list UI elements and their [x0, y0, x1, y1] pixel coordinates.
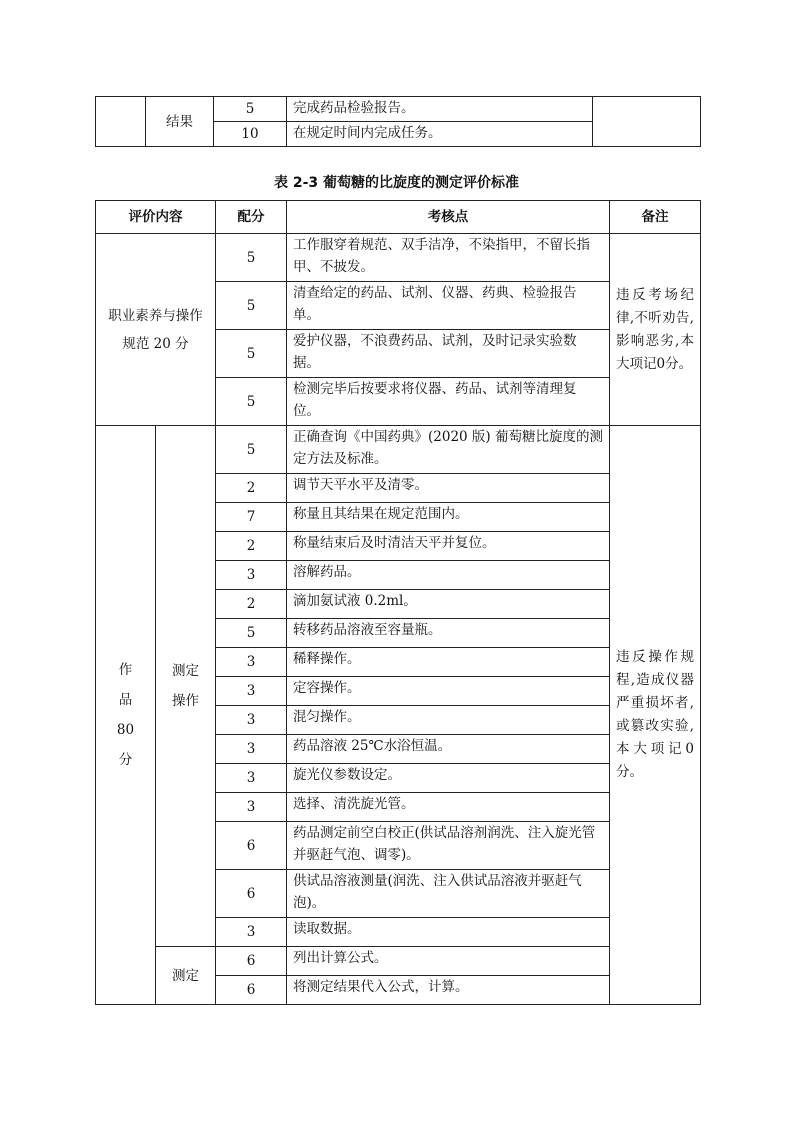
point-cell: 旋光仪参数设定。 [287, 764, 610, 793]
point-cell: 转移药品溶液至容量瓶。 [287, 619, 610, 648]
header-remark: 备注 [610, 201, 701, 234]
score-cell: 5 [216, 234, 287, 282]
point-cell: 清查给定的药品、试剂、仪器、药典、检验报告单。 [287, 282, 610, 330]
section1-remark: 违反考场纪律,不听劝告,影响恶劣,本大项记0分。 [610, 234, 701, 426]
score-cell: 3 [216, 706, 287, 735]
result-category: 结果 [146, 97, 214, 147]
point-cell: 药品测定前空白校正(供试品溶剂润洗、注入旋光管并驱赶气泡、调零)。 [287, 822, 610, 870]
sub1-label [156, 426, 216, 947]
remark-cell [593, 97, 701, 147]
section2-remark: 违反操作规程,造成仪器严重损坏者,或篡改实验,本大项记0分。 [610, 426, 701, 1005]
point-cell: 选择、清洗旋光管。 [287, 793, 610, 822]
point-cell: 爱护仪器，不浪费药品、试剂，及时记录实验数据。 [287, 330, 610, 378]
point-cell: 称量且其结果在规定范围内。 [287, 503, 610, 532]
header-content: 评价内容 [96, 201, 216, 234]
score-cell: 5 [216, 619, 287, 648]
point-cell: 完成药品检验报告。 [287, 97, 593, 122]
score-cell: 3 [216, 793, 287, 822]
section2-label-line: 80 [116, 722, 135, 738]
continued-table [95, 96, 701, 147]
score-cell: 2 [216, 532, 287, 561]
section2-label [96, 426, 156, 1005]
score-cell: 2 [216, 590, 287, 619]
score-cell: 3 [216, 918, 287, 947]
sub1-label-line: 测定 [172, 663, 199, 679]
point-cell: 稀释操作。 [287, 648, 610, 677]
score-cell: 5 [216, 378, 287, 426]
score-cell: 6 [216, 870, 287, 918]
score-cell: 3 [216, 735, 287, 764]
point-cell: 在规定时间内完成任务。 [287, 122, 593, 147]
score-cell: 6 [216, 947, 287, 976]
point-cell: 调节天平水平及清零。 [287, 474, 610, 503]
section2-label-line: 作 [118, 662, 133, 678]
score-cell: 10 [214, 122, 287, 147]
score-cell: 7 [216, 503, 287, 532]
section1-label: 职业素养与操作规范 20 分 [96, 234, 216, 426]
blank-cell [96, 97, 146, 147]
evaluation-table [95, 200, 701, 1005]
point-cell: 将测定结果代入公式，计算。 [287, 976, 610, 1005]
point-cell: 供试品溶液测量(润洗、注入供试品溶液并驱赶气泡)。 [287, 870, 610, 918]
point-cell: 检测完毕后按要求将仪器、药品、试剂等清理复位。 [287, 378, 610, 426]
sub2-label: 测定 [156, 947, 216, 1005]
point-cell: 药品溶液 25℃水浴恒温。 [287, 735, 610, 764]
section2-label-line: 品 [118, 692, 133, 708]
table-caption: 表 2-3 葡萄糖的比旋度的测定评价标准 [273, 175, 520, 191]
score-cell: 3 [216, 677, 287, 706]
score-cell: 2 [216, 474, 287, 503]
point-cell: 读取数据。 [287, 918, 610, 947]
score-cell: 3 [216, 764, 287, 793]
score-cell: 5 [214, 97, 287, 122]
sub1-label-line: 操作 [172, 693, 199, 709]
score-cell: 6 [216, 822, 287, 870]
header-point: 考核点 [287, 201, 610, 234]
point-cell: 称量结束后及时清洁天平并复位。 [287, 532, 610, 561]
header-score: 配分 [216, 201, 287, 234]
score-cell: 3 [216, 648, 287, 677]
score-cell: 5 [216, 282, 287, 330]
point-cell: 正确查询《中国药典》(2020 版) 葡萄糖比旋度的测定方法及标准。 [287, 426, 610, 474]
point-cell: 列出计算公式。 [287, 947, 610, 976]
score-cell: 6 [216, 976, 287, 1005]
header-row [96, 201, 701, 234]
score-cell: 5 [216, 330, 287, 378]
point-cell: 滴加氨试液 0.2ml。 [287, 590, 610, 619]
point-cell: 工作服穿着规范、双手洁净，不染指甲，不留长指甲、不披发。 [287, 234, 610, 282]
point-cell: 溶解药品。 [287, 561, 610, 590]
section2-label-line: 分 [118, 752, 133, 768]
point-cell: 混匀操作。 [287, 706, 610, 735]
score-cell: 3 [216, 561, 287, 590]
score-cell: 5 [216, 426, 287, 474]
point-cell: 定容操作。 [287, 677, 610, 706]
